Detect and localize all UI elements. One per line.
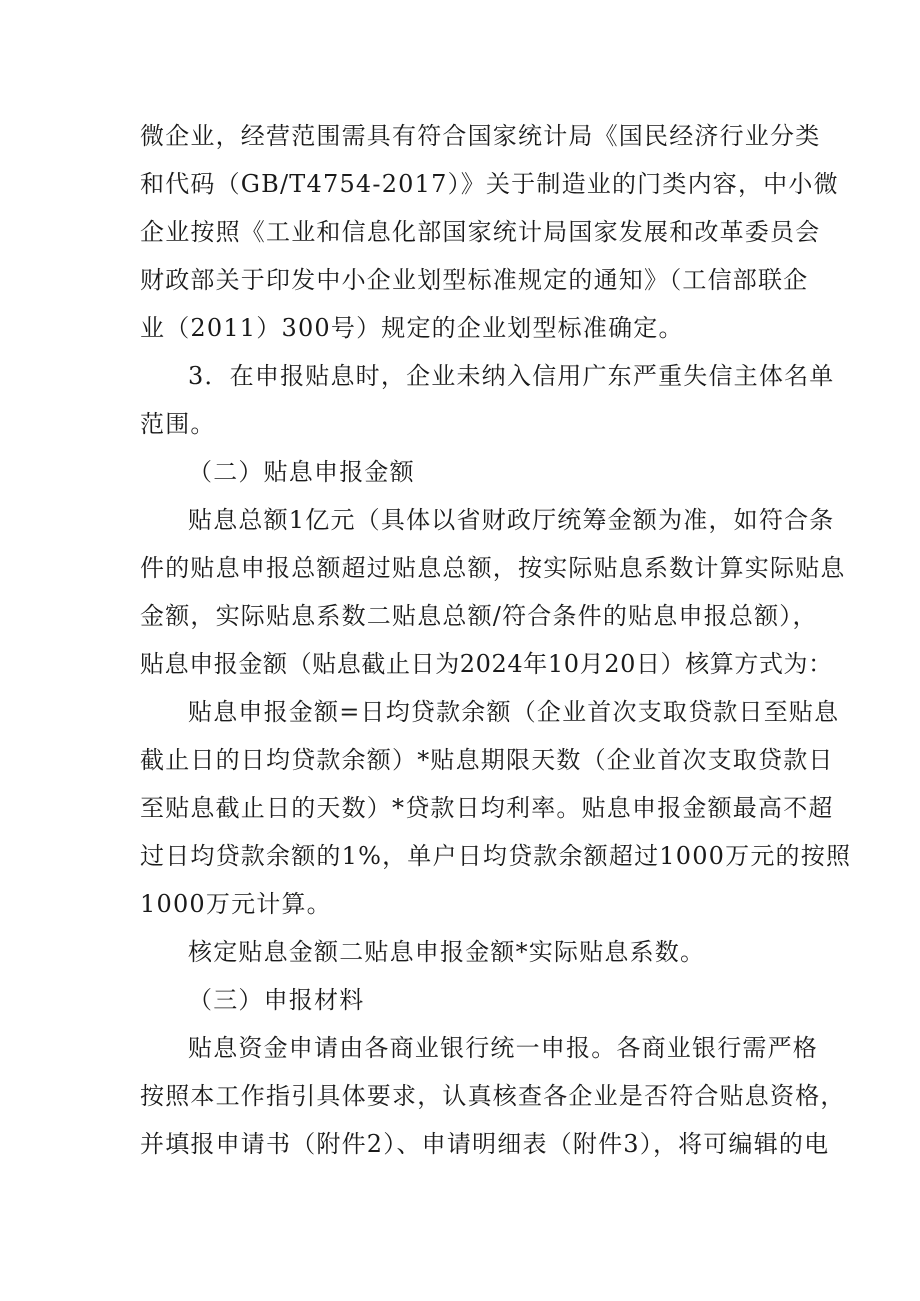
paragraph-line: 按照本工作指引具体要求，认真核查各企业是否符合贴息资格， — [140, 1082, 846, 1110]
paragraph-line: 至贴息截止日的天数）*贷款日均利率。贴息申报金额最高不超 — [140, 794, 834, 822]
paragraph-line: 和代码（GB/T4754-2017）》关于制造业的门类内容，中小微 — [140, 170, 839, 198]
paragraph-line: 并填报申请书（附件2）、申请明细表（附件3），将可编辑的电 — [140, 1130, 830, 1158]
paragraph-line: 贴息资金申请由各商业银行统一申报。各商业银行需严格 — [188, 1034, 818, 1062]
paragraph-line: 贴息申报金额=日均贷款余额（企业首次支取贷款日至贴息 — [188, 698, 840, 726]
list-item-3: 3．在申报贴息时，企业未纳入信用广东严重失信主体名单 — [188, 362, 835, 390]
paragraph-line: 过日均贷款余额的1%，单户日均贷款余额超过1000万元的按照 — [140, 842, 852, 870]
paragraph-line: 核定贴息金额二贴息申报金额*实际贴息系数。 — [188, 938, 706, 966]
section-heading-2: （二）贴息申报金额 — [188, 458, 415, 486]
paragraph-line: 财政部关于印发中小企业划型标准规定的通知》（工信部联企 — [140, 266, 809, 294]
paragraph-line: 业（2011）300号）规定的企业划型标准确定。 — [140, 314, 684, 342]
paragraph-line: 金额，实际贴息系数二贴息总额/符合条件的贴息申报总额）， — [140, 602, 818, 630]
paragraph-line: 贴息申报金额（贴息截止日为2024年10月20日）核算方式为： — [140, 650, 833, 678]
paragraph-line: 贴息总额1亿元（具体以省财政厅统筹金额为准，如符合条 — [188, 506, 835, 534]
paragraph-line: 范围。 — [140, 410, 216, 438]
paragraph-line: 件的贴息申报总额超过贴息总额，按实际贴息系数计算实际贴息 — [140, 554, 846, 582]
paragraph-line: 微企业，经营范围需具有符合国家统计局《国民经济行业分类 — [140, 122, 821, 150]
paragraph-line: 1000万元计算。 — [140, 890, 332, 918]
section-heading-3: （三）申报材料 — [188, 986, 365, 1014]
paragraph-line: 企业按照《工业和信息化部国家统计局国家发展和改革委员会 — [140, 218, 821, 246]
paragraph-line: 截止日的日均贷款余额）*贴息期限天数（企业首次支取贷款日 — [140, 746, 834, 774]
